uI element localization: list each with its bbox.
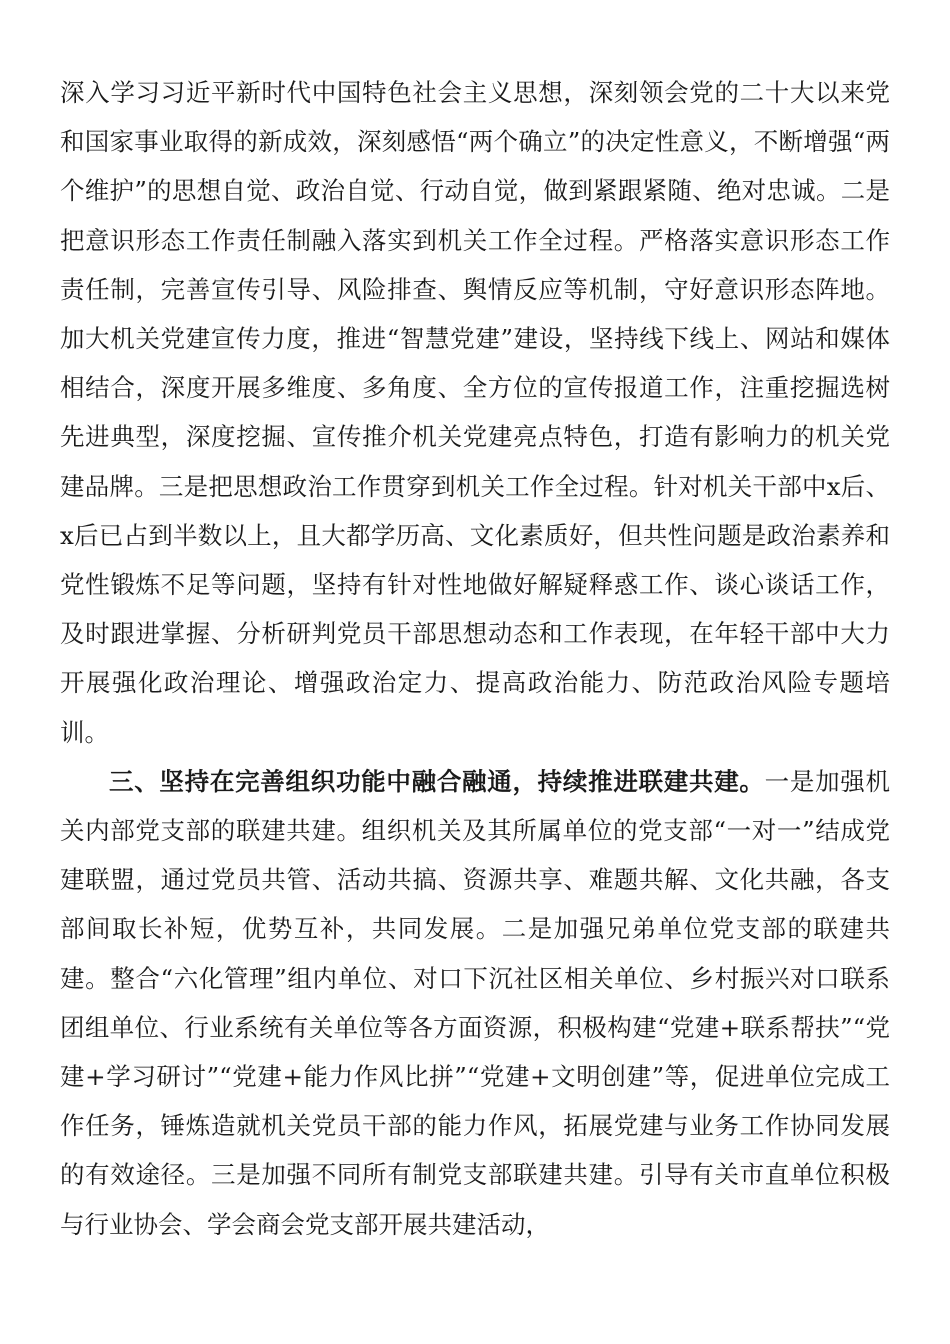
paragraph-section-three [60, 757, 890, 1249]
paragraph-continued [60, 68, 890, 757]
paragraph-body: 一是加强机关内部党支部的联建共建。组织机关及其所属单位的党支部“一对一”结成党建联盟，通过党员共管、活动共搞、资源共享、难题共解、文化共融，各支部间取长补短，优势互补，共同发展。二是加强兄弟单位党支部的联建共建。整合“六化管理”组内单位、对口下沉社区相关单位、乡村振兴对口联系团组单位、行业系统有关单位等各方面资源，积极构建“党建+联系帮扶”“党建+学习研讨”“党建+能力作风比拼”“党建+文明创建”等，促进单位完成工作任务，锤炼造就机关党员干部的能力作风，拓展党建与业务工作协同发展的有效途径。三是加强不同所有制党支部联建共建。引导有关市直单位积极与行业协会、学会商会党支部开展共建活动， [60, 766, 891, 1239]
section-heading: 三、坚持在完善组织功能中融合融通，持续推进联建共建。 [109, 766, 765, 796]
document-body [60, 68, 890, 1249]
paragraph-body: 深入学习习近平新时代中国特色社会主义思想，深刻领会党的二十大以来党和国家事业取得的新成效，深刻感悟“两个确立”的决定性意义，不断增强“两个维护”的思想自觉、政治自觉、行动自觉，做到紧跟紧随、绝对忠诚。二是把意识形态工作责任制融入落实到机关工作全过程。严格落实意识形态工作责任制，完善宣传引导、风险排查、舆情反应等机制，守好意识形态阵地。加大机关党建宣传力度，推进“智慧党建”建设，坚持线下线上、网站和媒体相结合，深度开展多维度、多角度、全方位的宣传报道工作，注重挖掘选树先进典型，深度挖掘、宣传推介机关党建亮点特色，打造有影响力的机关党建品牌。三是把思想政治工作贯穿到机关工作全过程。针对机关干部中x后、x后已占到半数以上，且大都学历高、文化素质好，但共性问题是政治素养和党性锻炼不足等问题，坚持有针对性地做好解疑释惑工作、谈心谈话工作，及时跟进掌握、分析研判党员干部思想动态和工作表现，在年轻干部中大力开展强化政治理论、增强政治定力、提高政治能力、防范政治风险专题培训。 [60, 78, 890, 747]
